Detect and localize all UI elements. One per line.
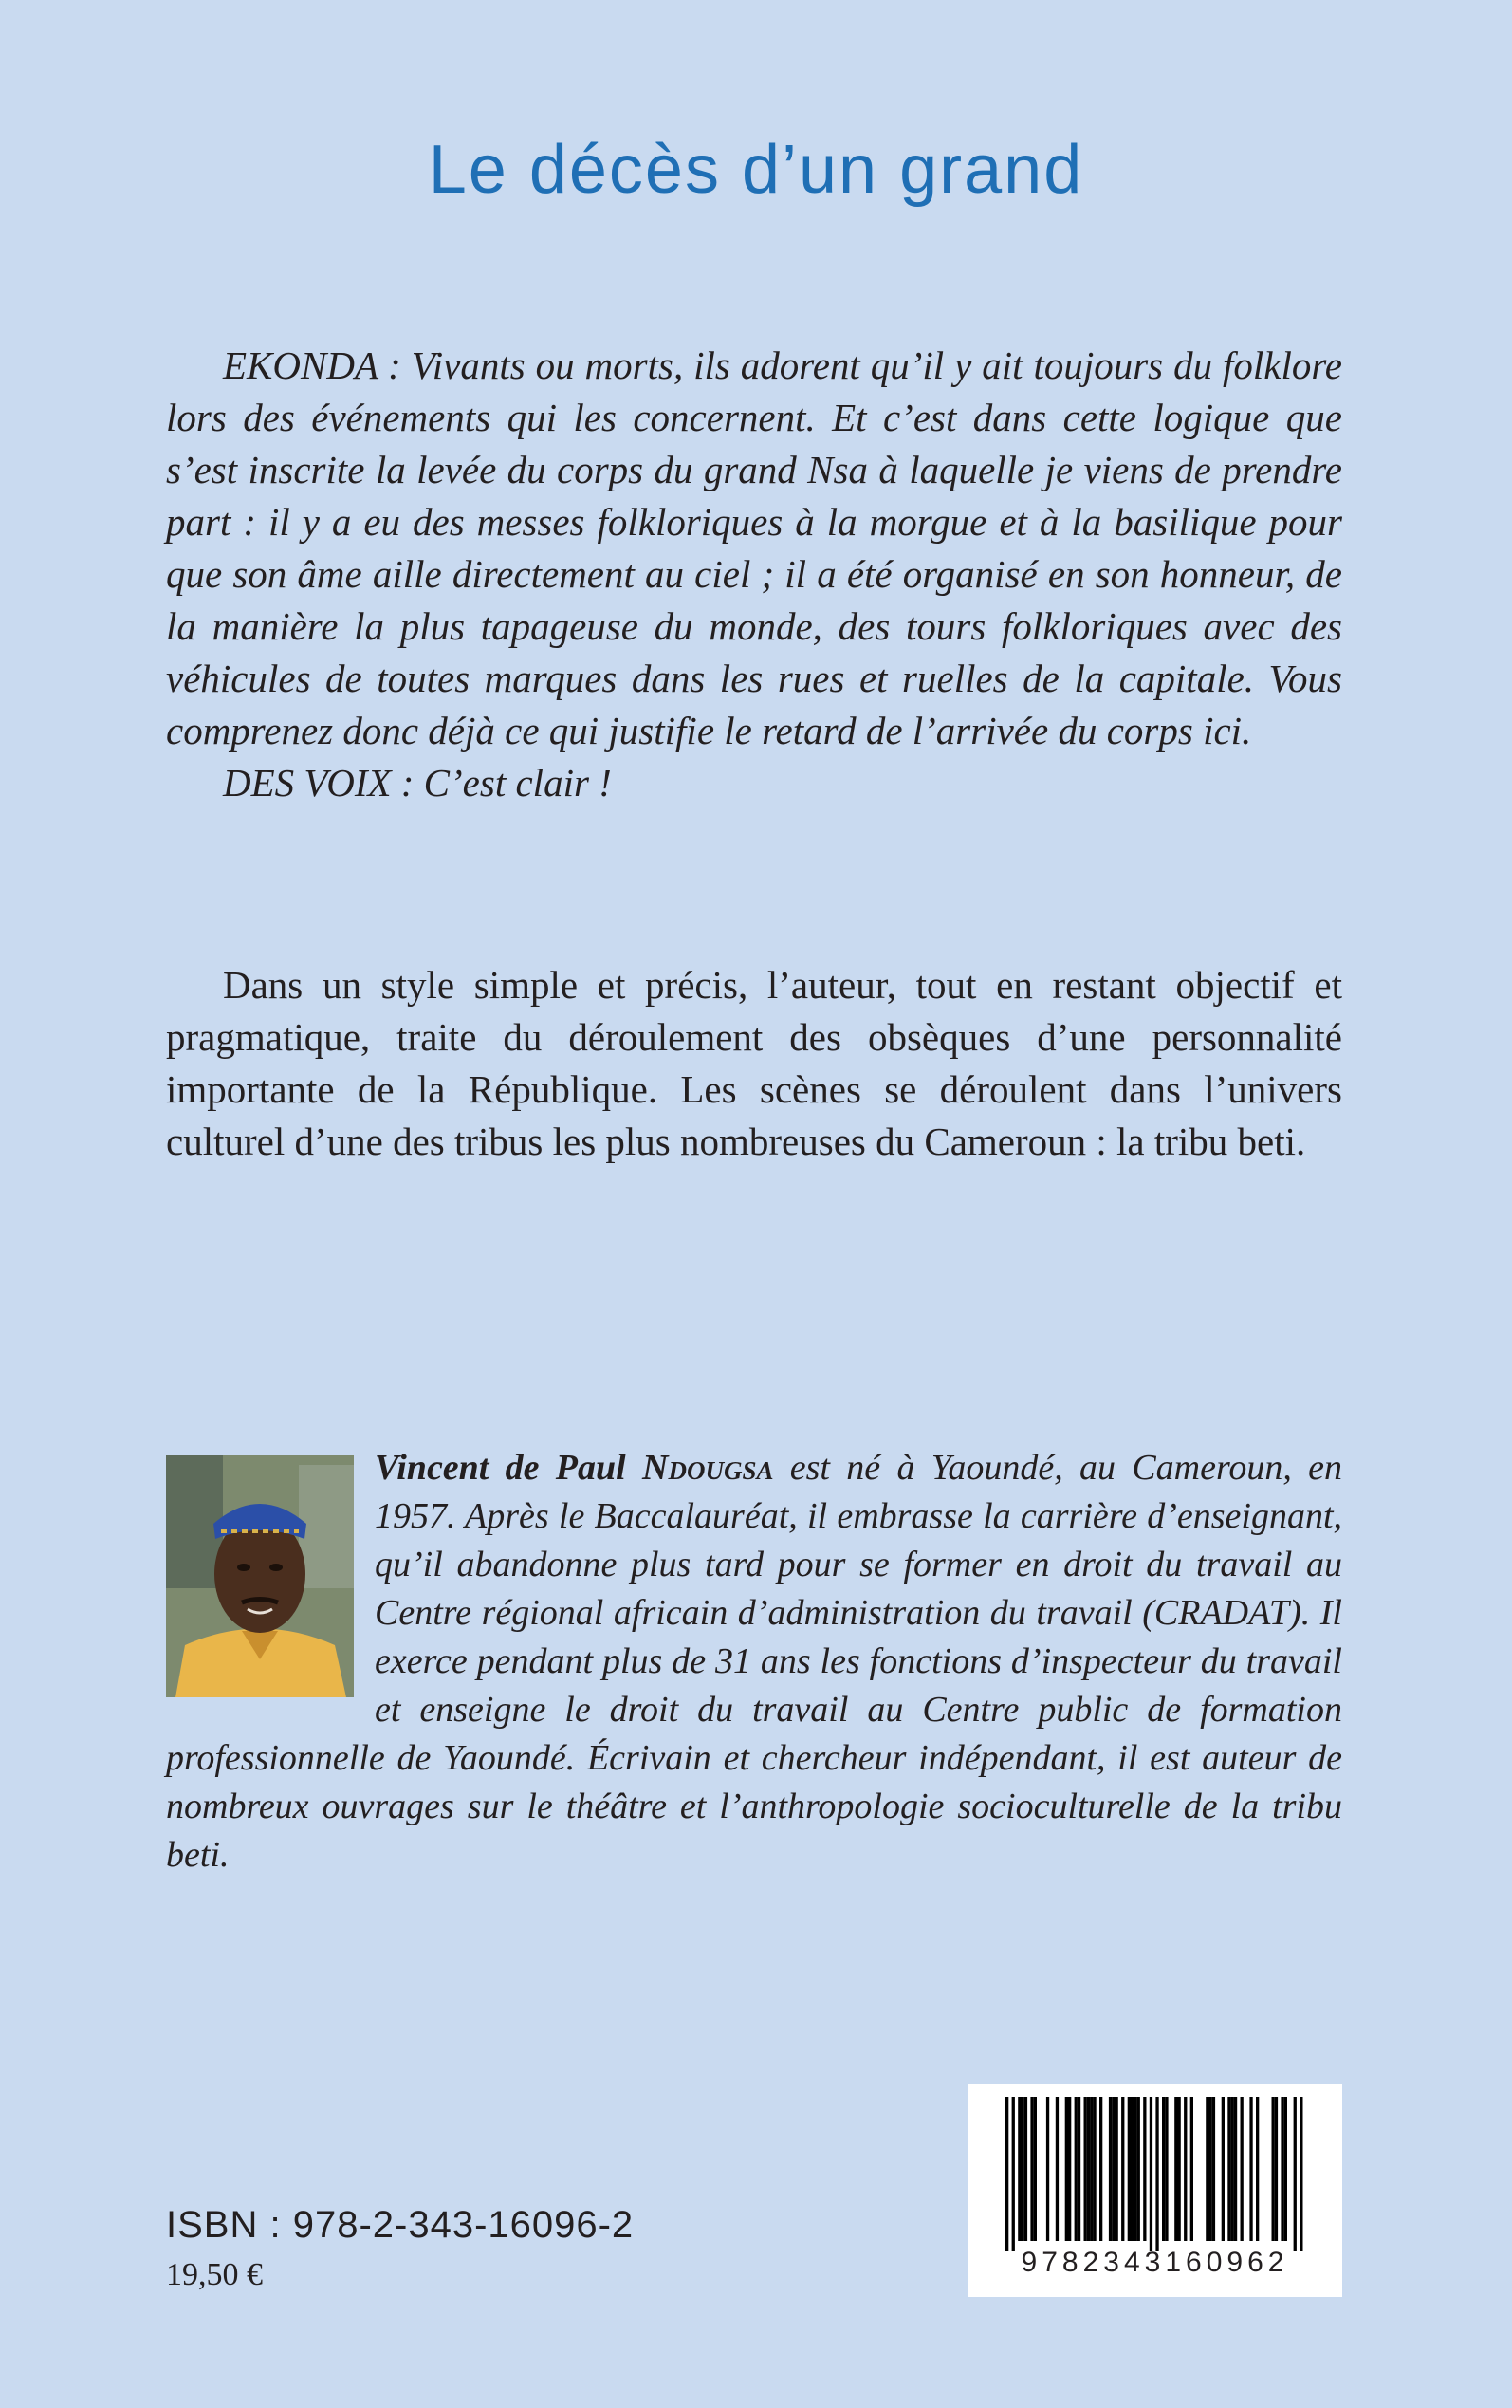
excerpt-paragraph: DES VOIX : C’est clair ! xyxy=(223,761,612,805)
barcode-bar xyxy=(1134,2097,1136,2241)
barcode-bar xyxy=(1084,2097,1087,2241)
barcode-bar xyxy=(1241,2097,1244,2241)
barcode-bar xyxy=(1174,2097,1177,2241)
barcode-bar xyxy=(1065,2097,1068,2241)
barcode-bar xyxy=(1109,2097,1112,2241)
barcode-bar xyxy=(1068,2097,1071,2241)
barcode-bar xyxy=(1143,2097,1146,2241)
barcode-bar xyxy=(1227,2097,1230,2241)
barcode-bar xyxy=(1128,2097,1131,2241)
barcode-bar xyxy=(1178,2097,1181,2241)
book-description xyxy=(166,959,1342,1168)
barcode-bar xyxy=(1162,2097,1165,2241)
barcode-bar xyxy=(1093,2097,1096,2241)
barcode-bar xyxy=(1231,2097,1234,2241)
barcode-bar xyxy=(1090,2097,1093,2241)
barcode-bar xyxy=(1272,2097,1275,2241)
barcode-bar xyxy=(1184,2097,1187,2241)
barcode-bar xyxy=(1022,2097,1024,2241)
barcode-bar xyxy=(1012,2097,1015,2251)
barcode-bar xyxy=(1249,2097,1252,2241)
barcode-bar xyxy=(1034,2097,1037,2241)
barcode-bar xyxy=(1075,2097,1078,2241)
barcode-bar xyxy=(1212,2097,1215,2241)
barcode-bar xyxy=(1300,2097,1302,2251)
author-bio xyxy=(166,1444,1342,1880)
author-name xyxy=(375,1448,773,1488)
barcode-bar xyxy=(1234,2097,1237,2241)
barcode-bar xyxy=(1030,2097,1033,2241)
barcode-bar xyxy=(1137,2097,1140,2241)
barcode-digits: 9782343160962 xyxy=(1021,2247,1289,2278)
barcode-bar xyxy=(1121,2097,1124,2241)
price: 19,50 € xyxy=(166,2257,263,2292)
barcode-bar xyxy=(1209,2097,1212,2241)
barcode-bar xyxy=(1131,2097,1134,2241)
barcode xyxy=(968,2084,1342,2297)
barcode-bar xyxy=(1281,2097,1283,2241)
excerpt-paragraph: EKONDA : Vivants ou morts, ils adorent qu’il y ait toujours du folklore lors des événements qui les concernent. Et c’est dans cette logique que s’est inscrite la levée du corps du grand Nsa à laquelle je viens de prendre part : il y a eu des messes folkloriques à la morgue et à la basilique pour que son âme aille directement au ciel ; il a été organisé en son honneur, de la manière la plus tapageuse du monde, des tours folkloriques avec des véhicules de toutes marques dans les rues et ruelles de la capitale. Vous comprenez donc déjà ce qui justifie le retard de l’arrivée du corps ici. xyxy=(166,343,1342,752)
barcode-bar xyxy=(1046,2097,1049,2241)
barcode-bar xyxy=(1284,2097,1287,2241)
barcode-bar xyxy=(1099,2097,1102,2241)
barcode-bar xyxy=(1018,2097,1021,2241)
barcode-bar xyxy=(1150,2097,1152,2251)
barcode-bar xyxy=(1005,2097,1008,2251)
barcode-bar xyxy=(1078,2097,1080,2241)
author-first-name: Vincent de Paul xyxy=(375,1448,626,1488)
author-photo xyxy=(166,1455,354,1697)
barcode-bar xyxy=(1024,2097,1027,2241)
barcode-bar xyxy=(1256,2097,1259,2241)
barcode-bar xyxy=(1056,2097,1059,2241)
barcode-bar xyxy=(1112,2097,1115,2241)
isbn: ISBN : 978-2-343-16096-2 xyxy=(166,2204,635,2246)
book-title: Le décès d’un grand xyxy=(428,132,1084,208)
author-bio-body: est né à Yaoundé, au Cameroun, en 1957. Après le Baccalauréat, il embrasse la carrière d’enseignant, qu’il abandonne plus tard pour se former en droit du travail au Centre régional africain d’administration du travail (CRADAT). Il exerce pendant plus de 31 ans les fonctions d’inspecteur du travail et enseigne le droit du travail au Centre public de formation professionnelle de Yaoundé. Écrivain et chercheur indépendant, il est auteur de nombreux ouvrages sur le théâtre et l’anthropologie socioculturelle de la tribu beti. xyxy=(166,1448,1343,1875)
barcode-bar xyxy=(1087,2097,1090,2241)
author-last-name: Ndougsa xyxy=(642,1448,774,1488)
excerpt-block xyxy=(166,340,1342,809)
barcode-bar xyxy=(1116,2097,1118,2241)
barcode-bar xyxy=(1155,2097,1158,2251)
barcode-bar xyxy=(1190,2097,1193,2241)
barcode-bar xyxy=(1206,2097,1208,2241)
description-paragraph: Dans un style simple et précis, l’auteur, tout en restant objectif et pragmatique, traite du déroulement des obsèques d’une personnalité importante de la République. Les scènes se déroulent dans l’univers culturel d’une des tribus les plus nombreuses du Cameroun : la tribu beti. xyxy=(166,963,1342,1163)
barcode-bar xyxy=(1294,2097,1297,2251)
barcode-bar xyxy=(1222,2097,1225,2241)
barcode-bar xyxy=(1275,2097,1278,2241)
barcode-bar xyxy=(1165,2097,1168,2241)
